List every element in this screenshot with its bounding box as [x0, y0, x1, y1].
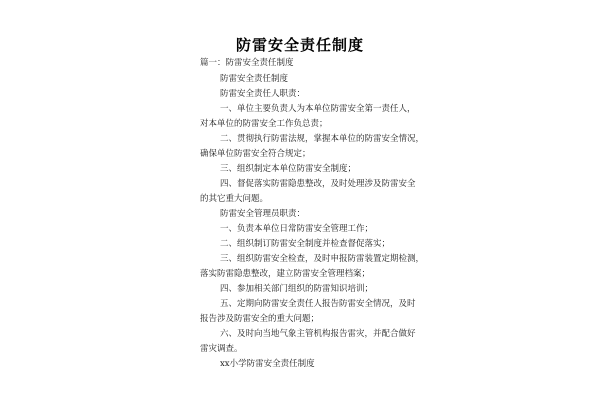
body-line: 确保单位防雷安全符合规定；	[200, 149, 311, 159]
body-line: 的其它重大问题。	[200, 194, 269, 204]
body-line: 五、定期向防雷安全责任人报告防雷安全情况，及时	[220, 299, 416, 309]
body-line: xx小学防雷安全责任制度	[220, 359, 315, 369]
body-line: 报告涉及防雷安全的重大问题；	[200, 314, 320, 324]
body-line: 一、负责本单位日常防雷安全管理工作；	[220, 224, 374, 234]
body-line: 四、督促落实防雷隐患整改，及时处理涉及防雷安全	[220, 179, 416, 189]
body-line: 雷灾调查。	[200, 344, 243, 354]
body-line: 落实防雷隐患整改，建立防雷安全管理档案；	[200, 269, 371, 279]
body-line: 防雷安全责任制度	[220, 74, 289, 84]
body-line: 一、单位主要负责人为本单位防雷安全第一责任人，	[220, 104, 416, 114]
body-line: 四、参加相关部门组织的防雷知识培训；	[220, 284, 374, 294]
body-line: 六、及时向当地气象主管机构报告雷灾，并配合做好	[220, 329, 416, 339]
body-line: 防雷安全责任人职责：	[220, 89, 306, 99]
body-line: 二、贯彻执行防雷法规，掌握本单位的防雷安全情况，	[220, 134, 425, 144]
body-line: 篇一：防雷安全责任制度	[200, 58, 294, 68]
body-line: 三、组织防雷安全检查，及时申报防雷装置定期检测，	[220, 254, 425, 264]
body-line: 三、组织制定本单位防雷安全制度；	[220, 164, 357, 174]
document-title: 防雷安全责任制度	[235, 36, 364, 54]
body-line: 防雷安全管理员职责：	[220, 209, 306, 219]
body-line: 对本单位的防雷安全工作负总责；	[200, 119, 328, 129]
body-line: 二、组织制订防雷安全制度并检查督促落实；	[220, 239, 391, 249]
